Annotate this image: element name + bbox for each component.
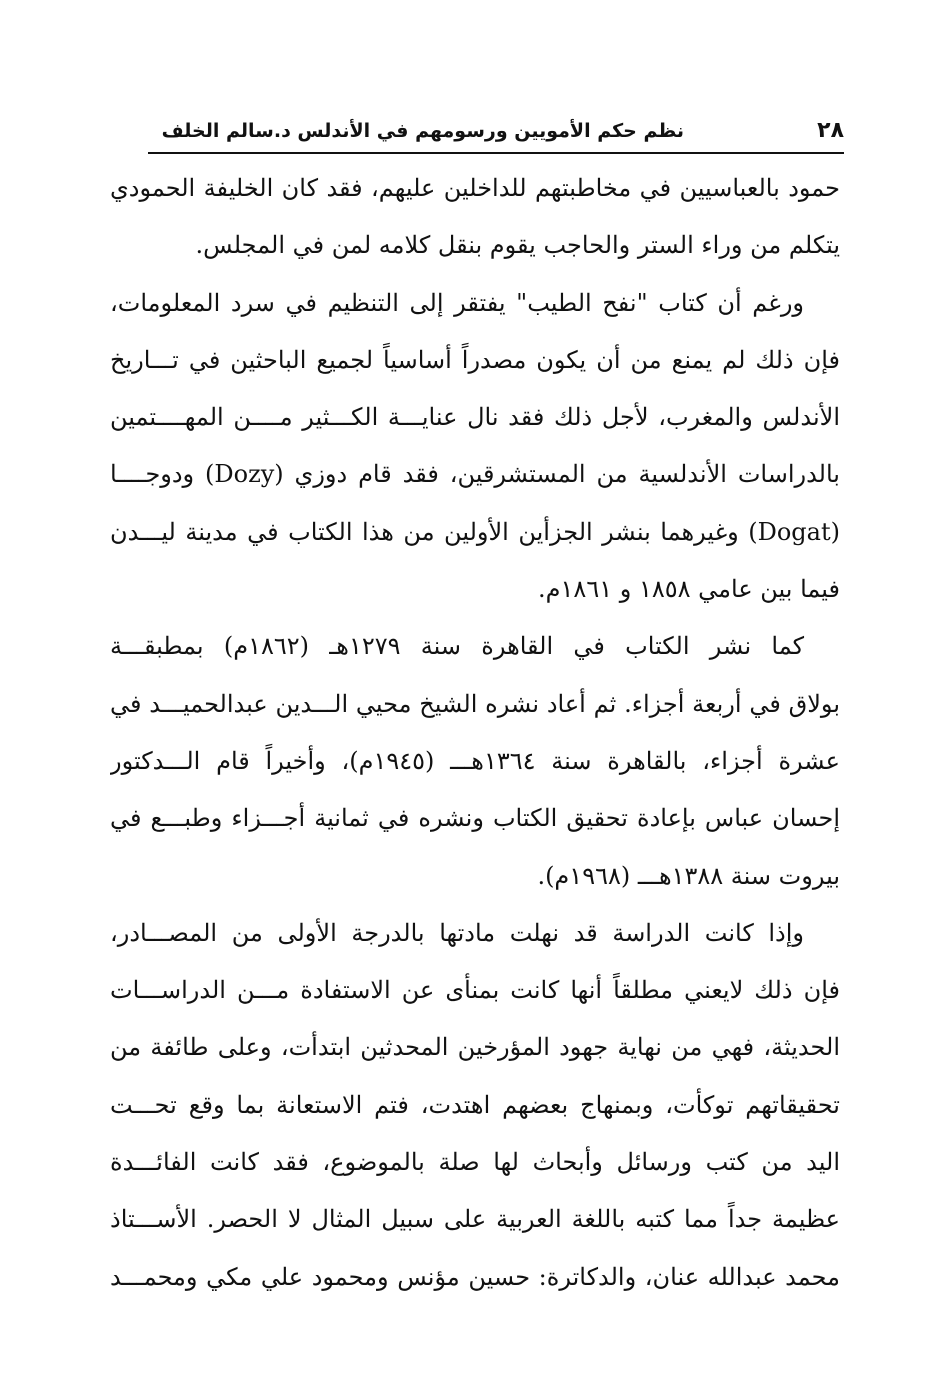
running-title: نظم حكم الأمويين ورسومهم في الأندلس د.سالم الخلف — [161, 120, 684, 142]
text-line: فيما بين عامي ١٨٥٨ و ١٨٦١م. — [538, 575, 840, 604]
text-line: وإذا كانت الدراسة قد نهلت مادتها بالدرجة الأولى من المصـــادر، — [110, 918, 804, 947]
text-line: حمود بالعباسيين في مخاطبتهم للداخلين عليهم، فقد كان الخليفة الحمودي — [110, 174, 840, 202]
text-line: اليد من كتب ورسائل وأبحاث لها صلة بالموضوع، فقد كانت الفائـــدة — [110, 1148, 840, 1177]
paragraph — [110, 160, 840, 275]
page-header — [148, 112, 844, 154]
text-line: كما نشر الكتاب في القاهرة سنة ١٢٧٩هـ (١٨٦٢م) بمطبقـــة — [110, 632, 805, 661]
text-line: تحقيقاتهم توكأت، وبمنهاج بعضهم اهتدت، فتم الاستعانة بما وقع تحـــت — [110, 1090, 840, 1119]
text-line: بولاق في أربعة أجزاء. ثم أعاد نشره الشيخ محيي الـــدين عبدالحميـــد في — [110, 689, 840, 718]
text-line: عشرة أجزاء، بالقاهرة سنة ١٣٦٤هـــ (١٩٤٥م)، وأخيراً قام الـــدكتور — [110, 746, 840, 775]
text-line: إحسان عباس بإعادة تحقيق الكتاب ونشره في ثمانية أجـــزاء وطبـــع في — [110, 804, 840, 833]
text-line: (Dogat) وغيرهما بنشر الجزأين الأولين من هذا الكتاب في مدينة ليـــدن — [110, 517, 840, 546]
text-line: الحديثة، فهي من نهاية جهود المؤرخين المحدثين ابتدأت، وعلى طائفة من — [110, 1033, 840, 1062]
text-line: فإن ذلك لم يمنع من أن يكون مصدراً أساسياً لجميع الباحثين في تـــاريخ — [110, 345, 840, 374]
body-text — [110, 160, 840, 1306]
text-line: الأندلس والمغرب، لأجل ذلك فقد نال عنايـــة الكـــثير مــــن المهــــتمين — [110, 403, 840, 432]
page-number: ٢٨ — [817, 118, 844, 143]
paragraph — [110, 905, 840, 1306]
text-line: عظيمة جداً مما كتبه باللغة العربية على سبيل المثال لا الحصر. الأســـتاذ — [110, 1205, 840, 1234]
text-line: ورغم أن كتاب "نفح الطيب" يفتقر إلى التنظيم في سرد المعلومات، — [110, 288, 804, 317]
text-line: بيروت سنة ١٣٨٨هـــ (١٩٦٨م). — [537, 861, 840, 890]
text-line: محمد عبدالله عنان، والدكاترة: حسين مؤنس ومحمود علي مكي ومحمـــد — [110, 1262, 840, 1291]
paragraph — [110, 275, 840, 619]
text-line: بالدراسات الأندلسية من المستشرقين، فقد قام دوزي (Dozy) ودوجــــا — [110, 460, 840, 489]
text-line: يتكلم من وراء الستر والحاجب يقوم بنقل كلامه لمن في المجلس. — [195, 231, 840, 260]
text-line: فإن ذلك لايعني مطلقاً أنها كانت بمنأى عن الاستفادة مـــن الدراســـات — [110, 976, 840, 1005]
paragraph — [110, 618, 840, 904]
